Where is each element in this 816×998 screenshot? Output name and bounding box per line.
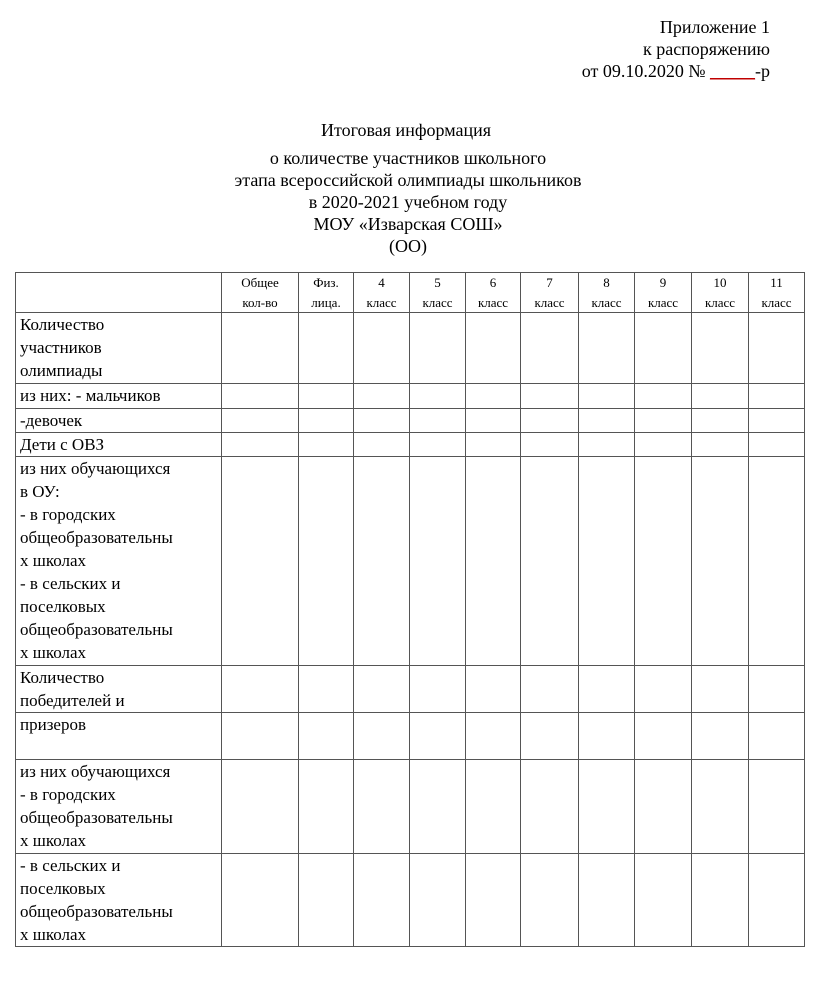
- table-row: [16, 713, 805, 760]
- row-label-line: в ОУ:: [20, 482, 60, 501]
- row-label: [16, 384, 222, 409]
- row-label-line: участников: [20, 338, 102, 357]
- data-cell[interactable]: [579, 457, 635, 666]
- data-cell[interactable]: [299, 313, 354, 384]
- title-line: (ОО): [389, 236, 427, 256]
- data-cell[interactable]: [579, 854, 635, 947]
- title-line: Итоговая информация: [320, 120, 492, 140]
- row-label-line: из них обучающихся: [20, 762, 171, 781]
- row-label: [16, 433, 222, 457]
- data-cell[interactable]: [692, 313, 749, 384]
- row-label-line: - в сельских и: [20, 856, 121, 875]
- row-label-line: Количество: [20, 315, 105, 334]
- data-cell[interactable]: [354, 457, 410, 666]
- data-cell[interactable]: [222, 457, 299, 666]
- row-label-line: поселковых: [20, 597, 106, 616]
- data-cell[interactable]: [521, 854, 579, 947]
- row-label-line: победителей и: [20, 691, 125, 710]
- row-label: [16, 713, 222, 760]
- data-cell[interactable]: [222, 313, 299, 384]
- data-cell[interactable]: [749, 666, 805, 713]
- column-header: [635, 273, 692, 313]
- data-cell[interactable]: [579, 384, 635, 409]
- table-row: [16, 854, 805, 947]
- data-cell[interactable]: [635, 713, 692, 760]
- data-cell[interactable]: [749, 409, 805, 433]
- data-cell[interactable]: [410, 854, 466, 947]
- data-cell[interactable]: [299, 384, 354, 409]
- row-label-line: - в городских: [20, 505, 116, 524]
- data-cell[interactable]: [299, 666, 354, 713]
- data-cell[interactable]: [579, 666, 635, 713]
- data-cell[interactable]: [521, 760, 579, 854]
- data-cell[interactable]: [579, 760, 635, 854]
- data-cell[interactable]: [692, 457, 749, 666]
- title-line: МОУ «Изварская СОШ»: [313, 214, 503, 234]
- data-cell[interactable]: [299, 760, 354, 854]
- order-date: от 09.10.2020 №: [581, 61, 710, 81]
- row-label-line: из них: - мальчиков: [20, 386, 161, 405]
- row-label-line: призеров: [20, 715, 86, 734]
- data-cell[interactable]: [222, 666, 299, 713]
- title-line: о количестве участников школьного: [269, 148, 547, 168]
- column-header-line: класс: [704, 295, 736, 310]
- data-cell[interactable]: [410, 409, 466, 433]
- column-header-line: 8: [603, 275, 610, 290]
- data-cell[interactable]: [354, 313, 410, 384]
- column-header-line: класс: [647, 295, 679, 310]
- data-cell[interactable]: [579, 433, 635, 457]
- row-label: [16, 313, 222, 384]
- appendix-line-2: к распоряжению: [642, 39, 770, 59]
- data-cell[interactable]: [299, 854, 354, 947]
- data-cell[interactable]: [354, 433, 410, 457]
- row-label-line: общеобразовательны: [20, 620, 173, 639]
- data-cell[interactable]: [692, 433, 749, 457]
- data-cell[interactable]: [749, 313, 805, 384]
- data-cell[interactable]: [466, 384, 521, 409]
- data-cell[interactable]: [299, 433, 354, 457]
- row-label-line: х школах: [20, 831, 87, 850]
- column-header-line: 9: [659, 275, 667, 290]
- data-cell[interactable]: [749, 760, 805, 854]
- data-cell[interactable]: [749, 713, 805, 760]
- data-cell[interactable]: [466, 409, 521, 433]
- column-header: [354, 273, 410, 313]
- table-row: [16, 760, 805, 854]
- data-cell[interactable]: [299, 409, 354, 433]
- column-header-line: кол-во: [242, 295, 278, 310]
- data-cell[interactable]: [354, 760, 410, 854]
- data-cell[interactable]: [692, 854, 749, 947]
- row-label-line: Количество: [20, 668, 105, 687]
- table-row: [16, 409, 805, 433]
- row-label-line: общеобразовательны: [20, 902, 173, 921]
- row-label-line: Дети с ОВЗ: [20, 435, 105, 454]
- column-header-line: 4: [378, 275, 385, 290]
- data-cell[interactable]: [466, 854, 521, 947]
- data-cell[interactable]: [635, 433, 692, 457]
- row-label-line: из них обучающихся: [20, 459, 171, 478]
- data-cell[interactable]: [299, 713, 354, 760]
- column-header-line: 11: [770, 275, 783, 290]
- data-cell[interactable]: [635, 313, 692, 384]
- row-label: [16, 409, 222, 433]
- row-label-line: - в сельских и: [20, 574, 121, 593]
- participants-table: [15, 272, 805, 947]
- column-header: [692, 273, 749, 313]
- data-cell[interactable]: [466, 666, 521, 713]
- data-cell[interactable]: [222, 409, 299, 433]
- data-cell[interactable]: [466, 457, 521, 666]
- data-cell[interactable]: [222, 760, 299, 854]
- appendix-line-1: Приложение 1: [659, 17, 770, 37]
- column-header-line: класс: [366, 295, 397, 310]
- data-cell[interactable]: [692, 384, 749, 409]
- column-header: [222, 273, 299, 313]
- data-cell[interactable]: [635, 384, 692, 409]
- data-cell[interactable]: [521, 666, 579, 713]
- data-cell[interactable]: [521, 384, 579, 409]
- column-header-line: класс: [534, 295, 565, 310]
- column-header-line: 5: [434, 275, 441, 290]
- row-label: [16, 666, 222, 713]
- data-cell[interactable]: [410, 457, 466, 666]
- column-header: [749, 273, 805, 313]
- table-row: [16, 433, 805, 457]
- data-cell[interactable]: [521, 457, 579, 666]
- data-cell[interactable]: [749, 854, 805, 947]
- column-header-line: класс: [761, 295, 792, 310]
- data-cell[interactable]: [354, 384, 410, 409]
- row-label-line: х школах: [20, 925, 87, 944]
- data-cell[interactable]: [410, 666, 466, 713]
- data-cell[interactable]: [749, 457, 805, 666]
- data-cell[interactable]: [410, 433, 466, 457]
- appendix-block: [582, 16, 770, 82]
- data-cell[interactable]: [466, 713, 521, 760]
- column-header-line: класс: [422, 295, 453, 310]
- title-line: в 2020-2021 учебном году: [308, 192, 508, 212]
- row-label-line: общеобразовательны: [20, 528, 173, 547]
- data-cell[interactable]: [222, 713, 299, 760]
- data-cell[interactable]: [466, 313, 521, 384]
- data-cell[interactable]: [222, 854, 299, 947]
- data-cell[interactable]: [579, 409, 635, 433]
- data-cell[interactable]: [521, 433, 579, 457]
- data-cell[interactable]: [635, 409, 692, 433]
- appendix-line-3: [582, 60, 770, 82]
- row-label: [16, 854, 222, 947]
- data-cell[interactable]: [692, 409, 749, 433]
- header-row: [16, 273, 805, 313]
- data-cell[interactable]: [410, 713, 466, 760]
- data-cell[interactable]: [635, 854, 692, 947]
- column-header-line: класс: [477, 295, 509, 310]
- data-cell[interactable]: [579, 713, 635, 760]
- data-cell[interactable]: [466, 760, 521, 854]
- row-label-line: олимпиады: [20, 361, 103, 380]
- data-cell[interactable]: [410, 313, 466, 384]
- document-title: [0, 119, 816, 257]
- data-cell[interactable]: [299, 457, 354, 666]
- data-cell[interactable]: [635, 666, 692, 713]
- table-row: [16, 457, 805, 666]
- column-header: [299, 273, 354, 313]
- row-label-line: х школах: [20, 643, 87, 662]
- column-header: [579, 273, 635, 313]
- data-cell[interactable]: [749, 384, 805, 409]
- data-cell[interactable]: [354, 854, 410, 947]
- data-cell[interactable]: [410, 760, 466, 854]
- data-cell[interactable]: [635, 457, 692, 666]
- row-label-line: поселковых: [20, 879, 106, 898]
- column-header-line: лица.: [311, 295, 341, 310]
- table-row: [16, 384, 805, 409]
- row-label-line: -девочек: [20, 411, 83, 430]
- data-cell[interactable]: [692, 760, 749, 854]
- column-header-line: Физ.: [313, 275, 339, 290]
- table-row: [16, 313, 805, 384]
- data-cell[interactable]: [354, 409, 410, 433]
- order-suffix: -р: [755, 61, 770, 81]
- column-header-line: 10: [713, 275, 727, 290]
- row-label: [16, 760, 222, 854]
- data-cell[interactable]: [521, 313, 579, 384]
- column-header: [410, 273, 466, 313]
- column-header: [466, 273, 521, 313]
- column-header-line: класс: [591, 295, 622, 310]
- column-header-line: Общее: [241, 275, 279, 290]
- row-label-line: общеобразовательны: [20, 808, 173, 827]
- data-cell[interactable]: [410, 384, 466, 409]
- table-row: [16, 666, 805, 713]
- row-label-line: х школах: [20, 551, 87, 570]
- data-cell[interactable]: [749, 433, 805, 457]
- row-label-line: - в городских: [20, 785, 116, 804]
- data-cell[interactable]: [521, 713, 579, 760]
- data-cell[interactable]: [692, 713, 749, 760]
- data-cell[interactable]: [579, 313, 635, 384]
- data-cell[interactable]: [354, 666, 410, 713]
- title-line: этапа всероссийской олимпиады школьников: [234, 170, 582, 190]
- column-header: [521, 273, 579, 313]
- column-header-line: 6: [489, 275, 497, 290]
- data-cell[interactable]: [692, 666, 749, 713]
- data-cell[interactable]: [222, 384, 299, 409]
- data-cell[interactable]: [354, 713, 410, 760]
- column-header: [16, 273, 222, 313]
- order-number-blank: _____: [710, 61, 755, 81]
- data-cell[interactable]: [521, 409, 579, 433]
- data-cell[interactable]: [222, 433, 299, 457]
- data-cell[interactable]: [466, 433, 521, 457]
- row-label: [16, 457, 222, 666]
- column-header-line: 7: [546, 275, 553, 290]
- data-cell[interactable]: [635, 760, 692, 854]
